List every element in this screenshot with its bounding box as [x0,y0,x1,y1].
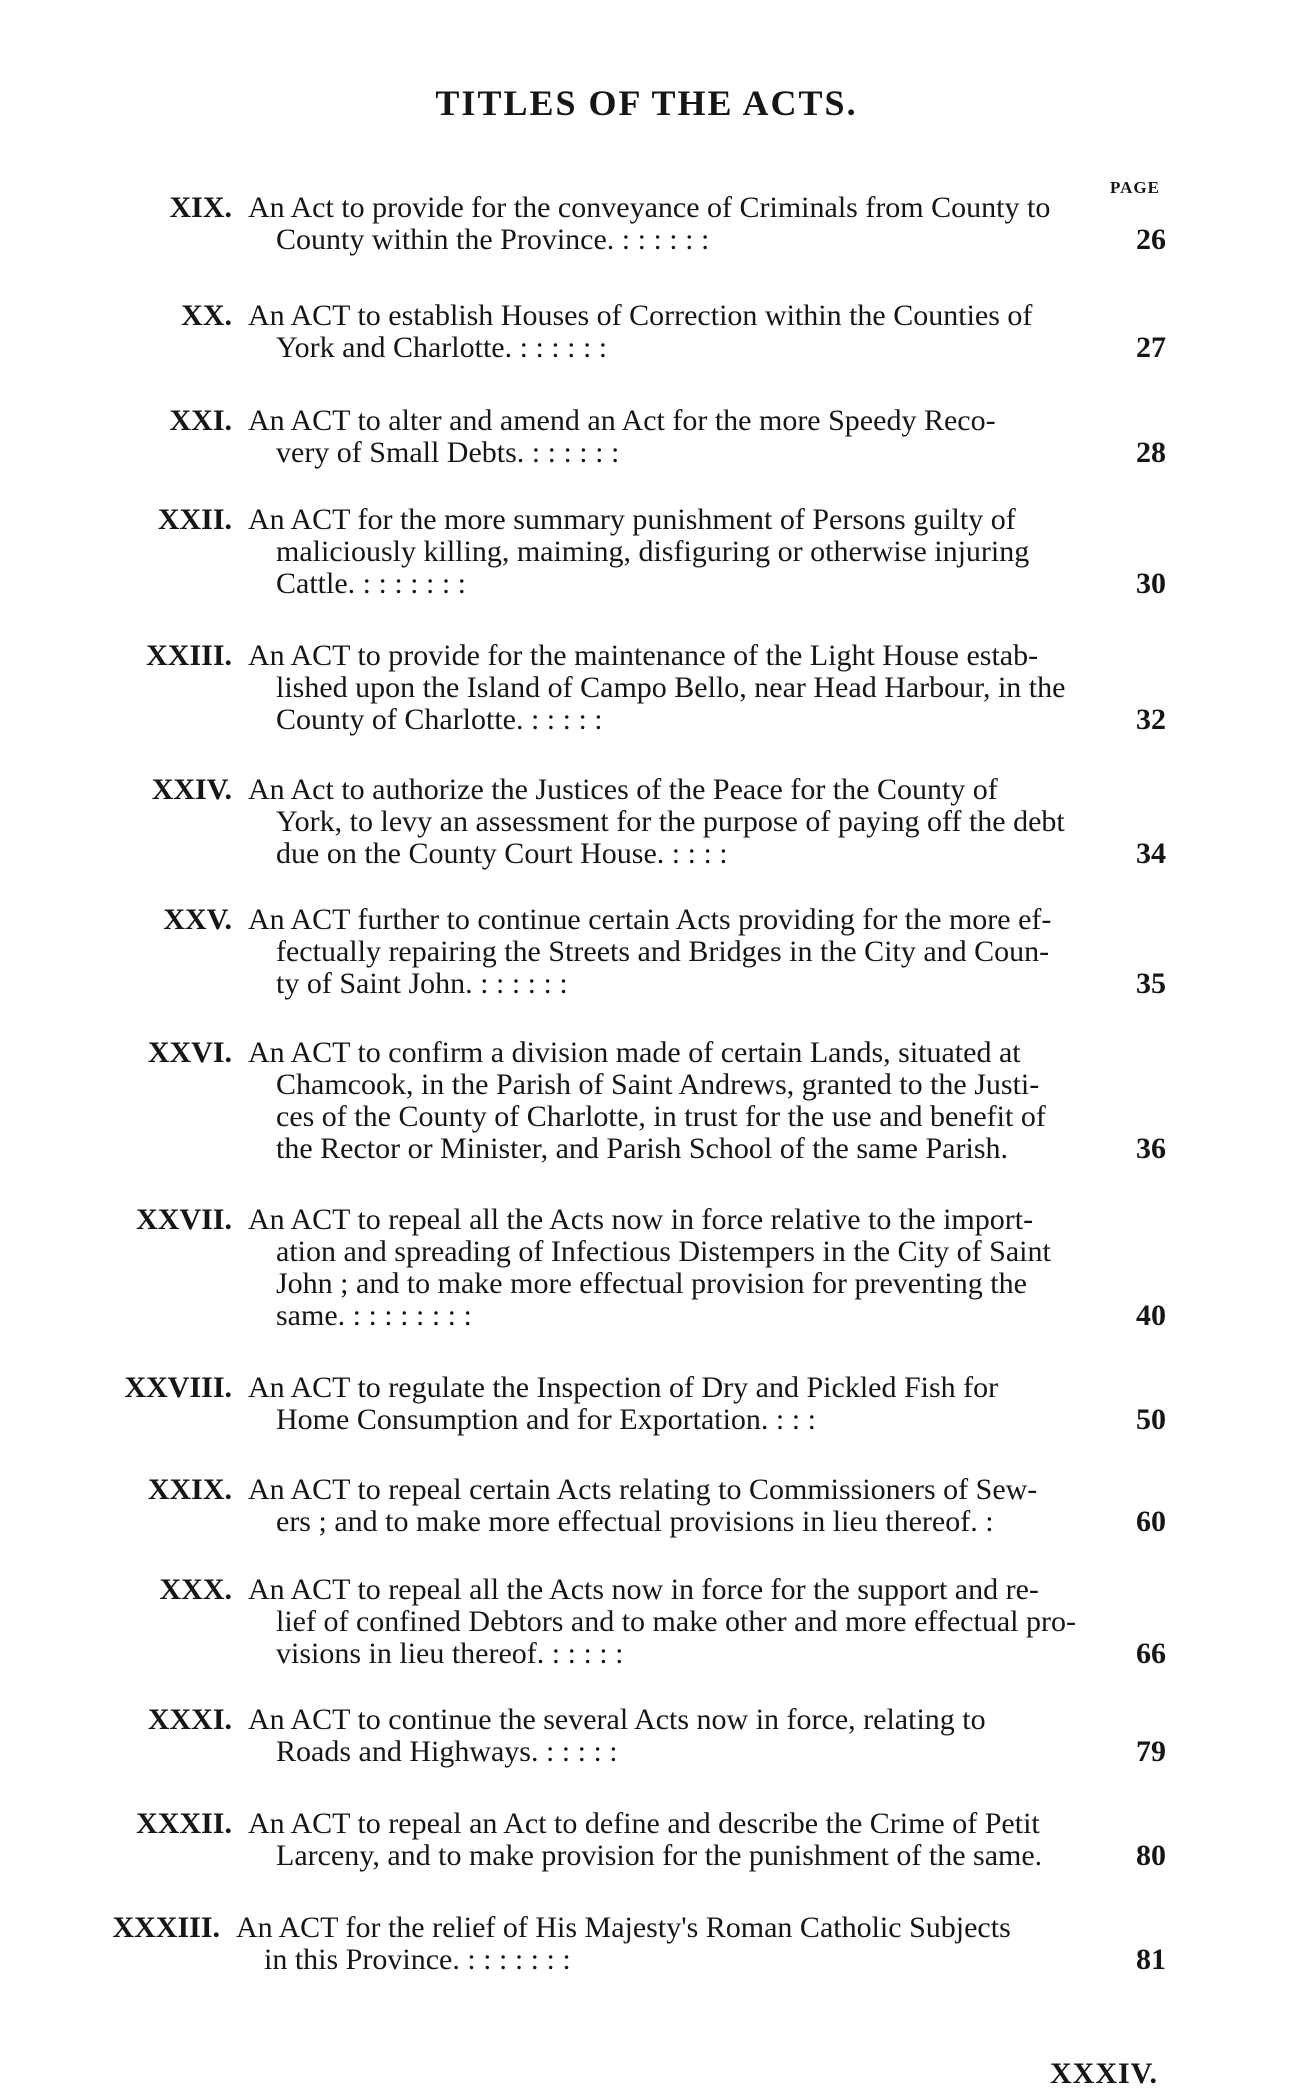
act-title-line: An ACT to continue the several Acts now in force, relating to [248,1703,986,1736]
act-title [248,1808,1118,1872]
act-title-line: John ; and to make more effectual provision for preventing the [276,1267,1027,1300]
act-title-line: An Act to authorize the Justices of the Peace for the County of [248,773,998,806]
act-title-line: An ACT to alter and amend an Act for the more Speedy Reco- [248,404,996,437]
act-title-line: Home Consumption and for Exportation. : : : [276,1403,816,1436]
act-numeral: XXII. [157,503,232,536]
act-title [248,300,1118,364]
act-title-line: An ACT to repeal an Act to define and describe the Crime of Petit [248,1807,1040,1840]
act-title-line: lief of confined Debtors and to make other and more effectual pro- [276,1605,1076,1638]
page-number: 50 [1136,1403,1166,1436]
act-title-line: Roads and Highways. : : : : : [276,1735,618,1768]
act-title-line: ty of Saint John. : : : : : : [276,967,568,1000]
page-number: 27 [1136,331,1166,364]
act-title-line: County within the Province. : : : : : : [276,223,710,256]
act-title-line: ers ; and to make more effectual provisions in lieu thereof. : [276,1505,994,1538]
act-title-line: in this Province. : : : : : : : [264,1943,571,1976]
act-title-line: An Act to provide for the conveyance of Criminals from County to [248,191,1051,224]
act-title [248,504,1118,600]
act-title [248,1204,1118,1332]
act-title-line: An ACT to repeal all the Acts now in force for the support and re- [248,1573,1039,1606]
page-number: 60 [1136,1505,1166,1538]
act-numeral: XXIII. [146,639,232,672]
act-title [248,405,1118,469]
act-numeral: XXVIII. [124,1371,232,1404]
act-title-line: Larceny, and to make provision for the punishment of the same. [276,1839,1043,1872]
act-title-line: An ACT to confirm a division made of certain Lands, situated at [248,1036,1021,1069]
page-number: 40 [1136,1299,1166,1332]
page-number: 35 [1136,967,1166,1000]
act-title-line: An ACT to provide for the maintenance of the Light House estab- [248,639,1039,672]
page-number: 81 [1136,1943,1166,1976]
act-numeral: XXI. [169,404,232,437]
page-column-label: PAGE [1110,178,1160,197]
act-numeral: XXXII. [136,1807,232,1840]
act-title [248,640,1118,736]
page-number: 80 [1136,1839,1166,1872]
act-title-line: the Rector or Minister, and Parish School of the same Parish. [276,1132,1008,1165]
act-numeral: XXX. [159,1573,232,1606]
act-title-line: ation and spreading of Infectious Distempers in the City of Saint [276,1235,1051,1268]
page-number: 66 [1136,1637,1166,1670]
act-numeral: XIX. [169,191,232,224]
act-title-line: York, to levy an assessment for the purpose of paying off the debt [276,805,1065,838]
page-title: TITLES OF THE ACTS. [435,83,858,123]
act-title-line: due on the County Court House. : : : : [276,837,728,870]
act-title-line: very of Small Debts. : : : : : : [276,436,620,469]
act-numeral: XXVII. [136,1203,232,1236]
act-title [248,904,1118,1000]
act-title-line: County of Charlotte. : : : : : [276,703,603,736]
page-number: 34 [1136,837,1166,870]
page-number: 26 [1136,223,1166,256]
act-title [248,1704,1118,1768]
act-title [248,1037,1118,1165]
act-title-line: An ACT to regulate the Inspection of Dry and Pickled Fish for [248,1371,999,1404]
page-number: 36 [1136,1132,1166,1165]
act-title-line: An ACT to repeal certain Acts relating to Commissioners of Sew- [248,1473,1038,1506]
act-title [248,774,1118,870]
page-number: 28 [1136,436,1166,469]
act-title-line: maliciously killing, maiming, disfiguring or otherwise injuring [276,535,1030,568]
act-title-line: visions in lieu thereof. : : : : : [276,1637,624,1670]
act-title-line: An ACT to establish Houses of Correction within the Counties of [248,299,1033,332]
page-number: 32 [1136,703,1166,736]
act-title [248,1474,1118,1538]
act-title-line: An ACT to repeal all the Acts now in force relative to the import- [248,1203,1034,1236]
act-numeral: XXV. [163,903,232,936]
act-numeral: XXIV. [151,773,232,806]
act-numeral: XXVI. [147,1036,232,1069]
act-title-line: Chamcook, in the Parish of Saint Andrews, granted to the Justi- [276,1068,1040,1101]
act-title [248,1574,1118,1670]
act-numeral: XXIX. [147,1473,232,1506]
act-title-line: York and Charlotte. : : : : : : [276,331,608,364]
act-numeral: XXXIII. [112,1911,220,1944]
act-title-line: An ACT for the relief of His Majesty's Roman Catholic Subjects [236,1911,1011,1944]
act-title-line: An ACT further to continue certain Acts providing for the more ef- [248,903,1052,936]
act-title-line: An ACT for the more summary punishment of Persons guilty of [248,503,1016,536]
act-numeral: XX. [181,299,232,332]
page-number: 30 [1136,567,1166,600]
catchword: XXXIV. [1050,2057,1158,2090]
act-title-line: lished upon the Island of Campo Bello, near Head Harbour, in the [276,671,1066,704]
act-numeral: XXXI. [147,1703,232,1736]
act-title [248,192,1118,256]
act-title [236,1912,1118,1976]
act-title [248,1372,1118,1436]
act-title-line: same. : : : : : : : : [276,1299,472,1332]
act-title-line: ces of the County of Charlotte, in trust for the use and benefit of [276,1100,1046,1133]
act-title-line: Cattle. : : : : : : : [276,567,466,600]
page-number: 79 [1136,1735,1166,1768]
act-title-line: fectually repairing the Streets and Bridges in the City and Coun- [276,935,1050,968]
